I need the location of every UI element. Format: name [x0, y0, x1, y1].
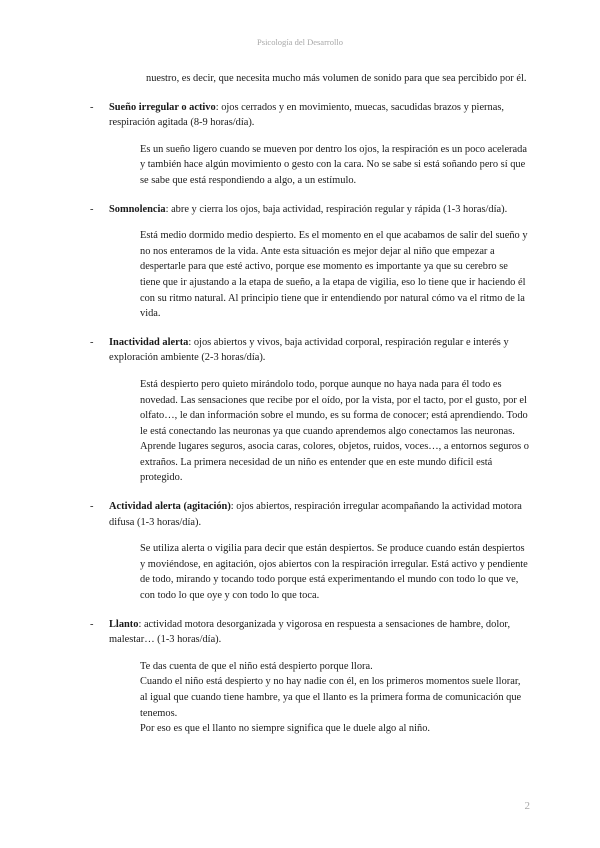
list-item — [90, 100, 530, 189]
item-description: : ojos abiertos y vivos, baja actividad corporal, respiración regular e interés y exploración ambiente (2-3 horas/día). — [109, 336, 509, 364]
item-description: : actividad motora desorganizada y vigorosa en respuesta a sensaciones de hambre, dolor, malestar… (1-3 horas/día). — [109, 618, 511, 646]
detail-paragraph: Está medio dormido medio despierto. Es el momento en el que acabamos de salir del sueño y no nos enteramos de la vida. Ante esta situación es mejor dejar al niño que empezar a despertarle para que esté activo, porque ese momento es importante ya que su cerebro se tiene que ir ajustando a la etapa de sueño, a la etapa de vigilia, eso lo tiene que ir haciendo él con su ritmo natural. Al principio tiene que ir entendiendo por natural cómo va el ritmo de la vida. — [140, 230, 528, 320]
list-item — [90, 335, 530, 486]
page-header: Psicología del Desarrollo — [257, 37, 343, 47]
detail-paragraph: Es un sueño ligero cuando se mueven por dentro los ojos, la respiración es un poco acelerada y también hace algún movimiento o gesto con la cara. No se sabe si está soñando pero sí que se sabe que está respondiendo a algo, a un estímulo. — [140, 143, 527, 186]
item-detail — [140, 659, 530, 737]
detail-paragraph: Te das cuenta de que el niño está despierto porque llora. — [140, 660, 373, 672]
item-detail — [140, 541, 530, 603]
item-description: : ojos cerrados y en movimiento, muecas, sacudidas brazos y piernas, respiración agitada (8-9 horas/día). — [109, 101, 504, 129]
bullet-dash: - — [90, 203, 94, 215]
continuation-paragraph: nuestro, es decir, que necesita mucho más volumen de sonido para que sea percibido por él. — [146, 73, 527, 84]
detail-paragraph: Cuando el niño está despierto y no hay nadie con él, en los primeros momentos suele llorar, al igual que cuando tiene hambre, ya que el llanto es la primera forma de comunicación que tenemos. — [140, 676, 522, 719]
item-description: : abre y cierra los ojos, baja actividad, respiración regular y rápida (1-3 horas/día). — [165, 203, 508, 215]
bullet-dash: - — [90, 618, 94, 630]
detail-paragraph: Está despierto pero quieto mirándolo todo, porque aunque no haya nada para él todo es novedad. Las sensaciones que recibe por el oído, por la vista, por el tacto, por el gusto, por el olfato…, le dan información sobre el mundo, es su forma de conocer; está aprendiendo. Todo le está conectando las neuronas ya que cuando aprendemos algo conectamos las neuronas. Aprende lugares seguros, asocia caras, colores, objetos, ruidos, voces…, a entornos seguros o extraños. La primera necesidad de un niño es entender que en este mundo difícil está protegido. — [140, 378, 529, 484]
item-detail — [140, 228, 530, 322]
item-term: Somnolencia — [109, 203, 166, 215]
bullet-dash: - — [90, 501, 94, 513]
detail-paragraph: Por eso es que el llanto no siempre significa que le duele algo al niño. — [140, 723, 430, 735]
bullet-dash: - — [90, 101, 94, 113]
list-item — [90, 499, 530, 604]
list-item — [90, 202, 530, 322]
list-item — [90, 617, 530, 737]
detail-paragraph: Se utiliza alerta o vigilia para decir que están despiertos. Se produce cuando están despiertos y moviéndose, en agitación, ojos abiertos con la respiración irregular. Está activo y pendiente de todo, mirando y tocando todo porque está experimentando el mundo con todo lo que ve, con todo lo que oye y con todo lo que toca. — [140, 543, 528, 602]
item-term: Inactividad alerta — [109, 336, 189, 348]
item-term: Sueño irregular o activo — [109, 101, 216, 113]
bullet-dash: - — [90, 336, 94, 348]
page-number: 2 — [524, 800, 530, 812]
item-detail — [140, 142, 530, 189]
page-content — [90, 71, 530, 737]
item-term: Llanto — [109, 618, 139, 630]
item-detail — [140, 377, 530, 486]
item-term: Actividad alerta (agitación) — [109, 501, 231, 513]
item-description: : ojos abiertos, respiración irregular acompañando la actividad motora difusa (1-3 horas/día). — [109, 501, 522, 528]
